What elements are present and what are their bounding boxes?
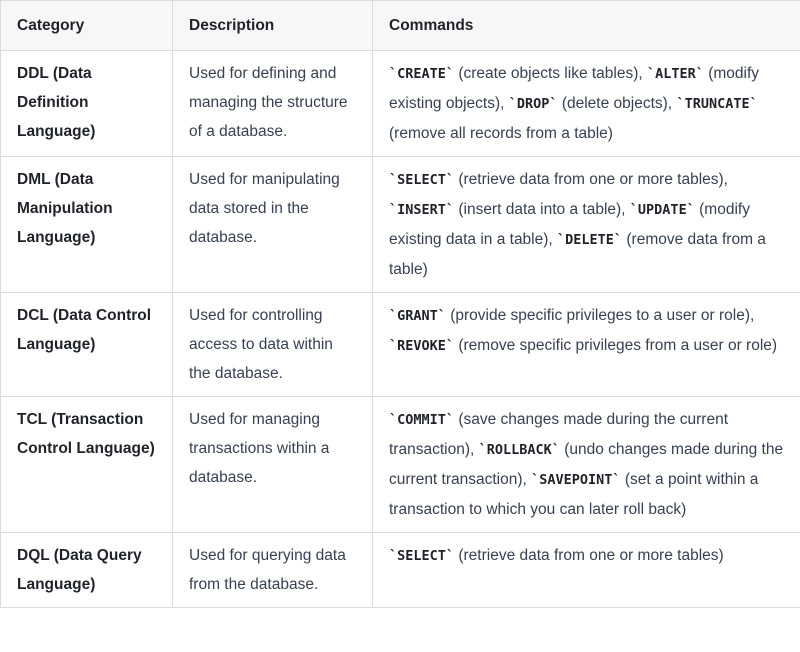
commands-cell — [373, 157, 800, 293]
table-row-dcl — [1, 293, 800, 397]
command-code: `ALTER` — [647, 66, 704, 82]
table-row-tcl — [1, 397, 800, 533]
commands-cell — [373, 51, 800, 157]
description-cell: Used for querying data from the database. — [173, 533, 373, 608]
command-code: `SELECT` — [389, 548, 455, 564]
commands-cell — [373, 397, 800, 533]
description-cell: Used for defining and managing the structure of a database. — [173, 51, 373, 157]
command-note: (retrieve data from one or more tables), — [454, 171, 728, 188]
category-cell: DML (Data Manipulation Language) — [1, 157, 173, 293]
command-note: (remove specific privileges from a user or role) — [454, 337, 778, 354]
command-note: (modify existing objects), — [389, 65, 760, 112]
command-code: `GRANT` — [389, 308, 446, 324]
header-category: Category — [1, 1, 173, 51]
command-code: `INSERT` — [389, 202, 455, 218]
category-cell: DQL (Data Query Language) — [1, 533, 173, 608]
command-code: `SAVEPOINT` — [531, 472, 621, 488]
category-cell: DDL (Data Definition Language) — [1, 51, 173, 157]
header-description: Description — [173, 1, 373, 51]
command-note: (provide specific privileges to a user or role), — [445, 307, 755, 324]
header-commands: Commands — [373, 1, 800, 51]
category-cell: DCL (Data Control Language) — [1, 293, 173, 397]
table-body — [1, 51, 800, 608]
command-code: `DELETE` — [557, 232, 623, 248]
command-code: `REVOKE` — [389, 338, 455, 354]
command-note: (insert data into a table), — [454, 201, 630, 218]
header-row — [1, 1, 800, 51]
command-code: `ROLLBACK` — [478, 442, 560, 458]
commands-cell — [373, 293, 800, 397]
table-row-dql — [1, 533, 800, 608]
command-note: (modify existing data in a table), — [389, 201, 750, 248]
table-row-dml — [1, 157, 800, 293]
command-code: `UPDATE` — [629, 202, 695, 218]
description-cell: Used for managing transactions within a database. — [173, 397, 373, 533]
command-note: (delete objects), — [557, 95, 677, 112]
command-code: `CREATE` — [389, 66, 455, 82]
commands-cell — [373, 533, 800, 608]
command-code: `COMMIT` — [389, 412, 455, 428]
description-cell: Used for manipulating data stored in the database. — [173, 157, 373, 293]
command-note: (retrieve data from one or more tables) — [454, 547, 724, 564]
command-note: (set a point within a transaction to which you can later roll back) — [389, 471, 759, 518]
category-cell: TCL (Transaction Control Language) — [1, 397, 173, 533]
command-note: (remove data from a table) — [389, 231, 766, 278]
command-code: `TRUNCATE` — [676, 96, 758, 112]
command-note: (remove all records from a table) — [389, 125, 613, 142]
command-code: `DROP` — [508, 96, 558, 112]
table-header — [1, 1, 800, 51]
table-row-ddl — [1, 51, 800, 157]
command-note: (create objects like tables), — [454, 65, 648, 82]
command-note: (save changes made during the current transaction), — [389, 411, 729, 458]
description-cell: Used for controlling access to data within the database. — [173, 293, 373, 397]
command-code: `SELECT` — [389, 172, 455, 188]
command-note: (undo changes made during the current transaction), — [389, 441, 784, 488]
